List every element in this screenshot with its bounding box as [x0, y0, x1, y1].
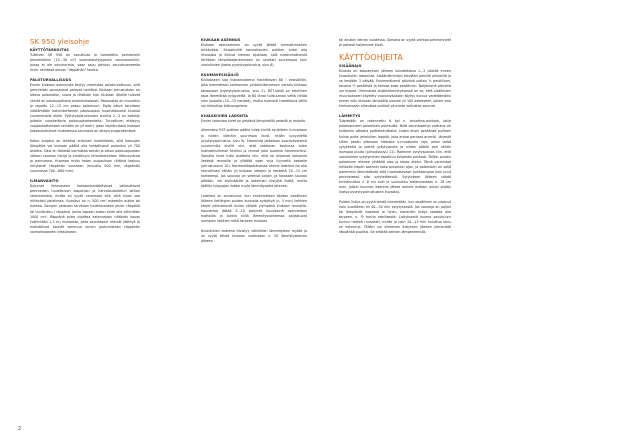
section-lammitys: [339, 114, 451, 235]
section-ilmanvaihto: [30, 179, 140, 235]
paragraph: Tulikiven SK 950 on savukiuas ja tarkoitettu perinteisiin pienehköihin (15...30 m³) suomalaistyyppisiin savusaunoihin, joissa ei ole savuhormia, vaan savu poistuu saunahuoneesta esim. seinässä olevan "räppänän" kautta.: [30, 53, 140, 73]
section-kayttotarkoitus: [30, 48, 140, 73]
paragraph: Tulipesään on rakennettu 6 kpl n. toisoilma-aukkoja, joilla palamanneen palamisen puhtautta. Niitä olennaisempi vaikutus on kuitenkin oikealla polttotekniikalla: Ladon ensin pesäänsä puilleen kuivia puita (mieluiten leppää, joka antaa parhaat aromit). Järjestä siiten pesän yläosaan hieloista V-muotoinen urja, johon ladot sytykkeitä ja pieniä sytytyspuita ja niiden päälle pari vähän isompaa puuta (piirustussivu 11). Rakenne sytytyspanos niin, että varsinainen sytytyminen tapahtuu tulipesän perässä. Tällöin puiden palaminen etenee ylhäältä alas ja takaa eteen. Tämä varmistaa riittävän hapen saannin koko prosessin ajan, ja palamisen on sekä paremmin lämmittävää että huomattavasti puhtaampaa kuin puut perinteisesti alta sytytettäessä. Sytytyksen jälkeen säädä tuhkaluukkia n. 6 cm auki ja suuluukku alareunastaan n. 18 cm auki, jolloin kuuman kaareva jälkea menee osittain auton sisään (katso pystytyspiirustusten kuvasta).: [339, 119, 451, 195]
section-heading: KIUKAAN ASENNUS: [201, 38, 241, 42]
paragraph: Kiukaan asentaminen on syytä jättää ammattimiehen tehtäväksi. Kiuaskivillä kannattavien putkien tulee olla irtonaisia ja liikkua hieman sijoillaan, sillä ruostumattomat teräksen lämpölaajenemineen on selvästi suurempaa kuin vuolukivien (katso pystytyspiirustus, sivu 8).: [201, 43, 307, 68]
paragraph: Kiuasta on kokoamisen jälkeen kuivatettava 1...2 päivää ennen kiuaskivien latomista. Sisäänlämmitys tehdään pienillä pilkkeillä ja se kestään 3 päivää. Ensimmäisenä päivänä poltan ⅓ pesällinen, toisena ⅔ pesällistä ja kolmas koko pesällinen. Neljäntenä päivänä voi kylpeä. Olennaista sisäänlämmityksessä on se, että sisälkivien muuraukseen käytetty vuolukivilaastin täytyy kuivua vedettömäksi ennen kuin kiukaan lämpötila nousee yli 100 asteeseen, jolloin vesi kiehuessaan aiheuttaa sisäisiä vaurioita vaikuttaa saumat.: [339, 68, 451, 109]
paragraph: Puiden lisäys on syytä tehdä viimeistään, kun pesällinen on palanut noin puolillleen eli 40...50 min sytytyksestä. Jos saunoja on paljon tai lämpiävät nopeasti ja hyvin, toinenkin lisäys saattaa olla tarpeen, n. ½ tuntia edellisestä. Lisäyksestä kuuma savuhuuru tuntuu hetkeä runsaasti, mutta jo noin 10...15 min kuluttua savu on kelvinnyt. Tällöin voi viimeisen lisäyksen jälkeen pienentää räppänää puoliksi. Se edistää seinien lämpenemistä.: [339, 199, 451, 235]
column-2: [201, 38, 307, 249]
paragraph: Alimmaksi RST-putkien päälle tulee kivillä syrjälleen V-muotoon ja niiden väleihin suurimpia kiviä, neljän syvyydeltä (pystytyspiirustus, sivu 9). Latomista jatketaan suoraviivaisesti suurimmilla kivillä niin, että ladelman keskussa tulee mahdollisimman tiiviiksi ja reunat joka puolella harvemmiksi. Samalla kivet tulisi asettella niin, että ne ohjaavat kohoavia liekkejä reunoille ja ylläältä vaan viva ilyyvettä keskelle (piirustussivu 10). Normaalitapauksessa valmis ladelma voi olla reunoiltaan vähän yli kiukaan laitojen ja keskeltä 10...15 cm korkeampi. Jos saunoja on yleensä paljon, ja halutaan saunoa pitkään, voi kivimäärää ja ladelman tiiviyttä lisätä, mutta täällön kylpyajan lisäksi myös lämmitysaika pitenee.: [201, 128, 307, 189]
section-heading: KÄYTTÖTARKOITUS: [30, 48, 70, 52]
section-kiuaskivien-ladonta: [201, 114, 307, 244]
section-paloturvallisuus: [30, 78, 140, 174]
section-heading: LÄMMITYS: [339, 114, 361, 119]
section-heading: PALOTURVALLISUUS: [30, 78, 72, 83]
column-1: [30, 38, 140, 240]
section-title-kayttoohjeita: KÄYTTÖOHJEITA: [339, 52, 403, 62]
paragraph: Ennen kiukaan asennusta täytyy varmistaa paloturvallisuus, sillä perinteiset savusaunat palavat herkästi. Kiukaan perustuksen on oltava palamaton, suora ja riittävän luja. Kiukaan lähelle tulevat seinät on palosuojattava asianmukaisesti. Palosuojaa on muurattu ja rapattu 12...15 cm paksu palomuuri. Myös katon tarvitaan välttämätön kaksinkertainen palosuojaus huomattavasti kiuasta suuremmalla alalle. Pystytyspiirustusten sivuilla 2...3 on esitetty joitakin suositeltavia palosuojarakenteita. Turvallinen etäisyys suojaamattomaan seinään on yli metri, joten käytännössä kiukaan kokosuositukset mukaisessa saunassa on oltava suojarakenteet.: [30, 83, 140, 134]
paragraph: Kiuaskivien ladelma tiivistyy vähitellen lämmitysten myötä ja on syytä tehdä kiukaan uudestaan n. 50 lämmityskerran jälkeen: [201, 228, 307, 243]
section-heading: ILMANVAIHTO: [30, 179, 59, 184]
section-heading: KUUMAVESISÄILIÖ: [201, 73, 239, 78]
page-number: 2: [18, 426, 22, 432]
section-kiukaan-asennus: [201, 38, 307, 68]
paragraph: Nykyiset ilmeveseen kokoamismääräykset vaikeuttavat perinteisen tuulettuvan alapohjan ja harvalaudoitetun lattian rakentamista, mutta on syytä varmistaa sitä, että kiuas saa riittävästi paloilmaa. Suositus on n. 500 cm² esteetön aukko tai aukkoa. Savujen poistoon tarvitaan tuuletusaukko (esim. räppänä tai tuulikukku-) räppänä, jonka vapaan aukon tulee olla vähintään 1000 cm². Räppänä tulee sijoittaa katonrajaan riittävän kauas (vähintään 1,5 m) kiukaasta, jotta savukaasut ehtivät jäähtyä ja mahdolliset kipinät sammua ennen joutumistaan räppänän voimakkaaseen virtaukseen.: [30, 184, 140, 234]
section-sisaanajo: [339, 64, 451, 110]
paragraph: Kiukaaseen saa lisävarusteena hankittavan 60 l vesisäiliön, joka asennetaan kolmannen pintakivikerroksen varaan kiukaan takaosaan (pystytyspiirustus, sivu 5). RST-säiliö on edullinen tapa lämmittää kylpyvettä, ja 60 litraa tulikuumaa vettä riittää noin joukolle (10...15 henkeä), mutta huonosti hoidettuna säiliö voi aiheuttaa kitkuongelmia.: [201, 78, 307, 108]
paragraph: Ennen ladontaa kivet on pestävä lämpimällä vedellä ja harjalla.: [201, 118, 306, 123]
section-kuumavesisailio: [201, 73, 307, 108]
section-heading: SISÄÄNAJO: [339, 63, 362, 68]
paragraph-continued: tai ainakin kerran vuodessa. Samalla on syytä vaihtaa pehmenneet ja pahasti haljenneet kivet.: [339, 38, 451, 48]
document-title: SK 950 yleisohje: [30, 38, 90, 46]
paragraph: Katon suojaus on tehtävä erityisen huolellisesti, sillä kaasujen lämpötila voi kiukaan päällä olla hetkellisesti paljonkin yli 700 astetta. Siksi on tärkeää varmistaa seinän ja katon palosuojausten välisen sauman tiiviys ja eristävyys hirsirakenteisen liikkuvuuksia ja painuessa. Huomaa myös katon suojauksen riittävä laajuus erityisesti räppänän suuntaan (muualla 500 mm, räppänän suunnassa 700...800 mm).: [30, 138, 140, 174]
paragraph: Ladelma on onnistunut, kun ensimmäisen täyden pesällisen jälkeen liekittyjen puiden kunnolla syttyttyä (n. 5 min) liekkien kärjet pilkistelevät kivien välistä ylympänä kiukaan reunoilla. Kannattaa jättää 5...10 pienintä kuusikeviä asennetaan mattoilla ja tukkia niillä lämmitysvaiheessa paljastuvat isompien liekkien reikä tarpeen mukaan.: [201, 193, 307, 224]
column-3: [339, 38, 451, 241]
section-heading: KIUASKIVIEN LADONTA: [201, 113, 249, 118]
